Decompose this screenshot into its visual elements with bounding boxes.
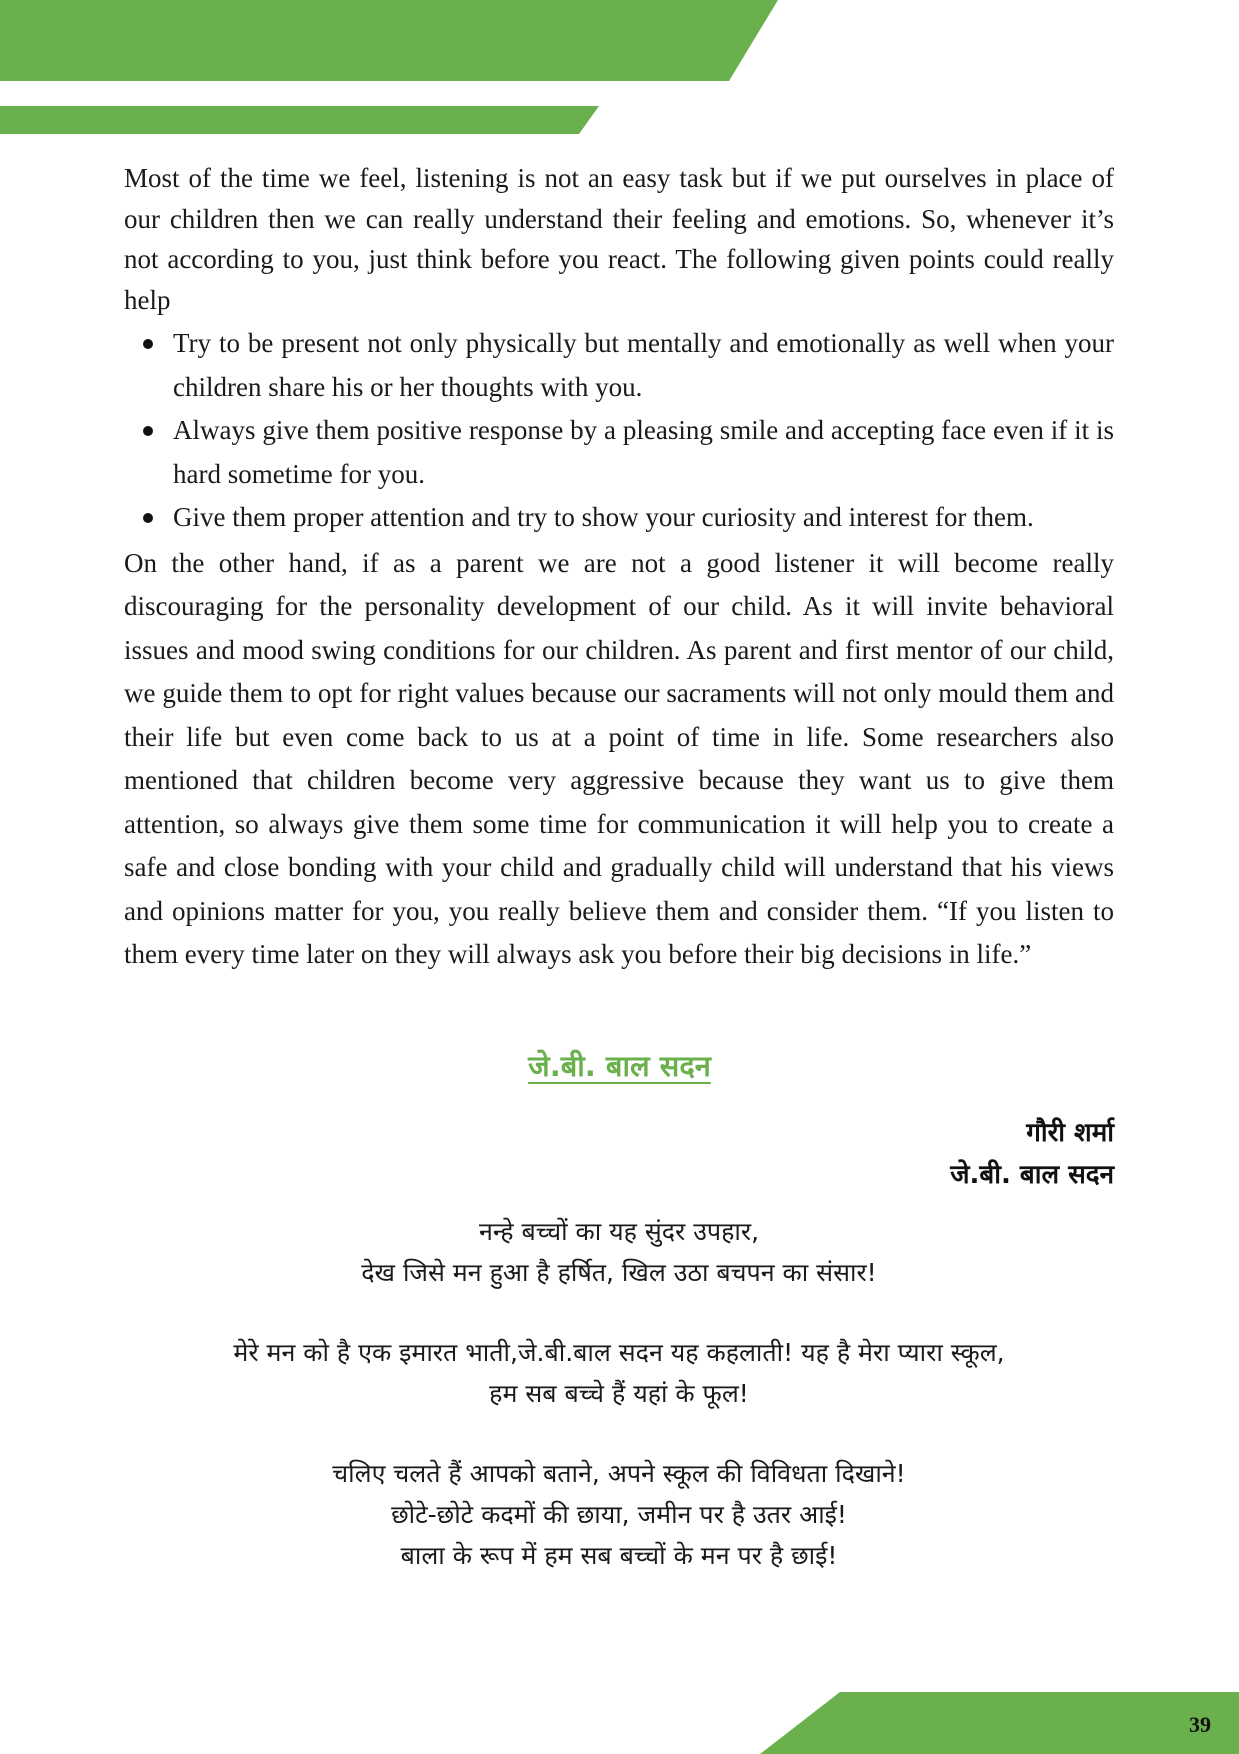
- poem-author: [950, 1112, 1114, 1196]
- poem-line: हम सब बच्चे हैं यहां के फूल!: [489, 1379, 749, 1408]
- bullet-icon: [143, 513, 153, 523]
- bullet-icon: [143, 426, 153, 436]
- top-green-stripe: [0, 106, 600, 135]
- page-number: 39: [1189, 1712, 1211, 1737]
- poem-line: चलिए चलते हैं आपको बताने, अपने स्कूल की विविधता दिखाने!: [332, 1459, 906, 1488]
- author-name: गौरी शर्मा: [1026, 1118, 1114, 1148]
- poem-title: जे.बी. बाल सदन: [528, 1049, 711, 1083]
- poem-stanza: [124, 1332, 1114, 1414]
- poem-line: बाला के रूप में हम सब बच्चों के मन पर है छाई!: [400, 1541, 838, 1570]
- list-item: [124, 496, 1114, 540]
- closing-paragraph: On the other hand, if as a parent we are not a good listener it will become really discouraging for the personality development of our child. As it will invite behavioral issues and mood swing conditions for our children. As parent and first mentor of our child, we guide them to opt for right values because our sacraments will not only mould them and their life but even come back to us at a point of time in life. Some researchers also mentioned that children become very aggressive because they want us to give them attention, so always give them some time for communication it will help you to create a safe and close bonding with your child and gradually child will understand that his views and opinions matter for you, you really believe them and consider them. “If you listen to them every time later on they will always ask you before their big decisions in life.”: [124, 547, 1114, 969]
- poem-line: देख जिसे मन हुआ है हर्षित, खिल उठा बचपन का संसार!: [361, 1258, 877, 1287]
- list-item-text: Try to be present not only physically but mentally and emotionally as well when your children share his or her thoughts with you.: [173, 328, 1114, 402]
- poem-line: छोटे-छोटे कदमों की छाया, जमीन पर है उतर आई!: [391, 1500, 847, 1529]
- list-item: [124, 322, 1114, 409]
- poem-stanza: [124, 1211, 1114, 1293]
- top-green-band: [0, 0, 780, 82]
- poem-stanza: [124, 1453, 1114, 1576]
- list-item-text: Give them proper attention and try to show your curiosity and interest for them.: [173, 502, 1034, 532]
- poem-line: नन्हे बच्चों का यह सुंदर उपहार,: [478, 1217, 760, 1246]
- tips-list: [124, 322, 1114, 540]
- poem-line: मेरे मन को है एक इमारत भाती,जे.बी.बाल सदन यह कहलाती! यह है मेरा प्यारा स्कूल,: [233, 1338, 1005, 1367]
- list-item-text: Always give them positive response by a pleasing smile and accepting face even if it is hard sometime for you.: [173, 415, 1114, 489]
- bottom-green-band: [760, 1692, 1239, 1754]
- list-item: [124, 409, 1114, 496]
- intro-paragraph: Most of the time we feel, listening is not an easy task but if we put ourselves in place of our children then we can really understand their feeling and emotions. So, whenever it’s not according to you, just think before you react. The following given points could really help: [124, 163, 1114, 315]
- author-school: जे.बी. बाल सदन: [950, 1160, 1114, 1190]
- article-body: [124, 158, 1114, 977]
- bullet-icon: [143, 339, 153, 349]
- poem-body: [124, 1211, 1114, 1615]
